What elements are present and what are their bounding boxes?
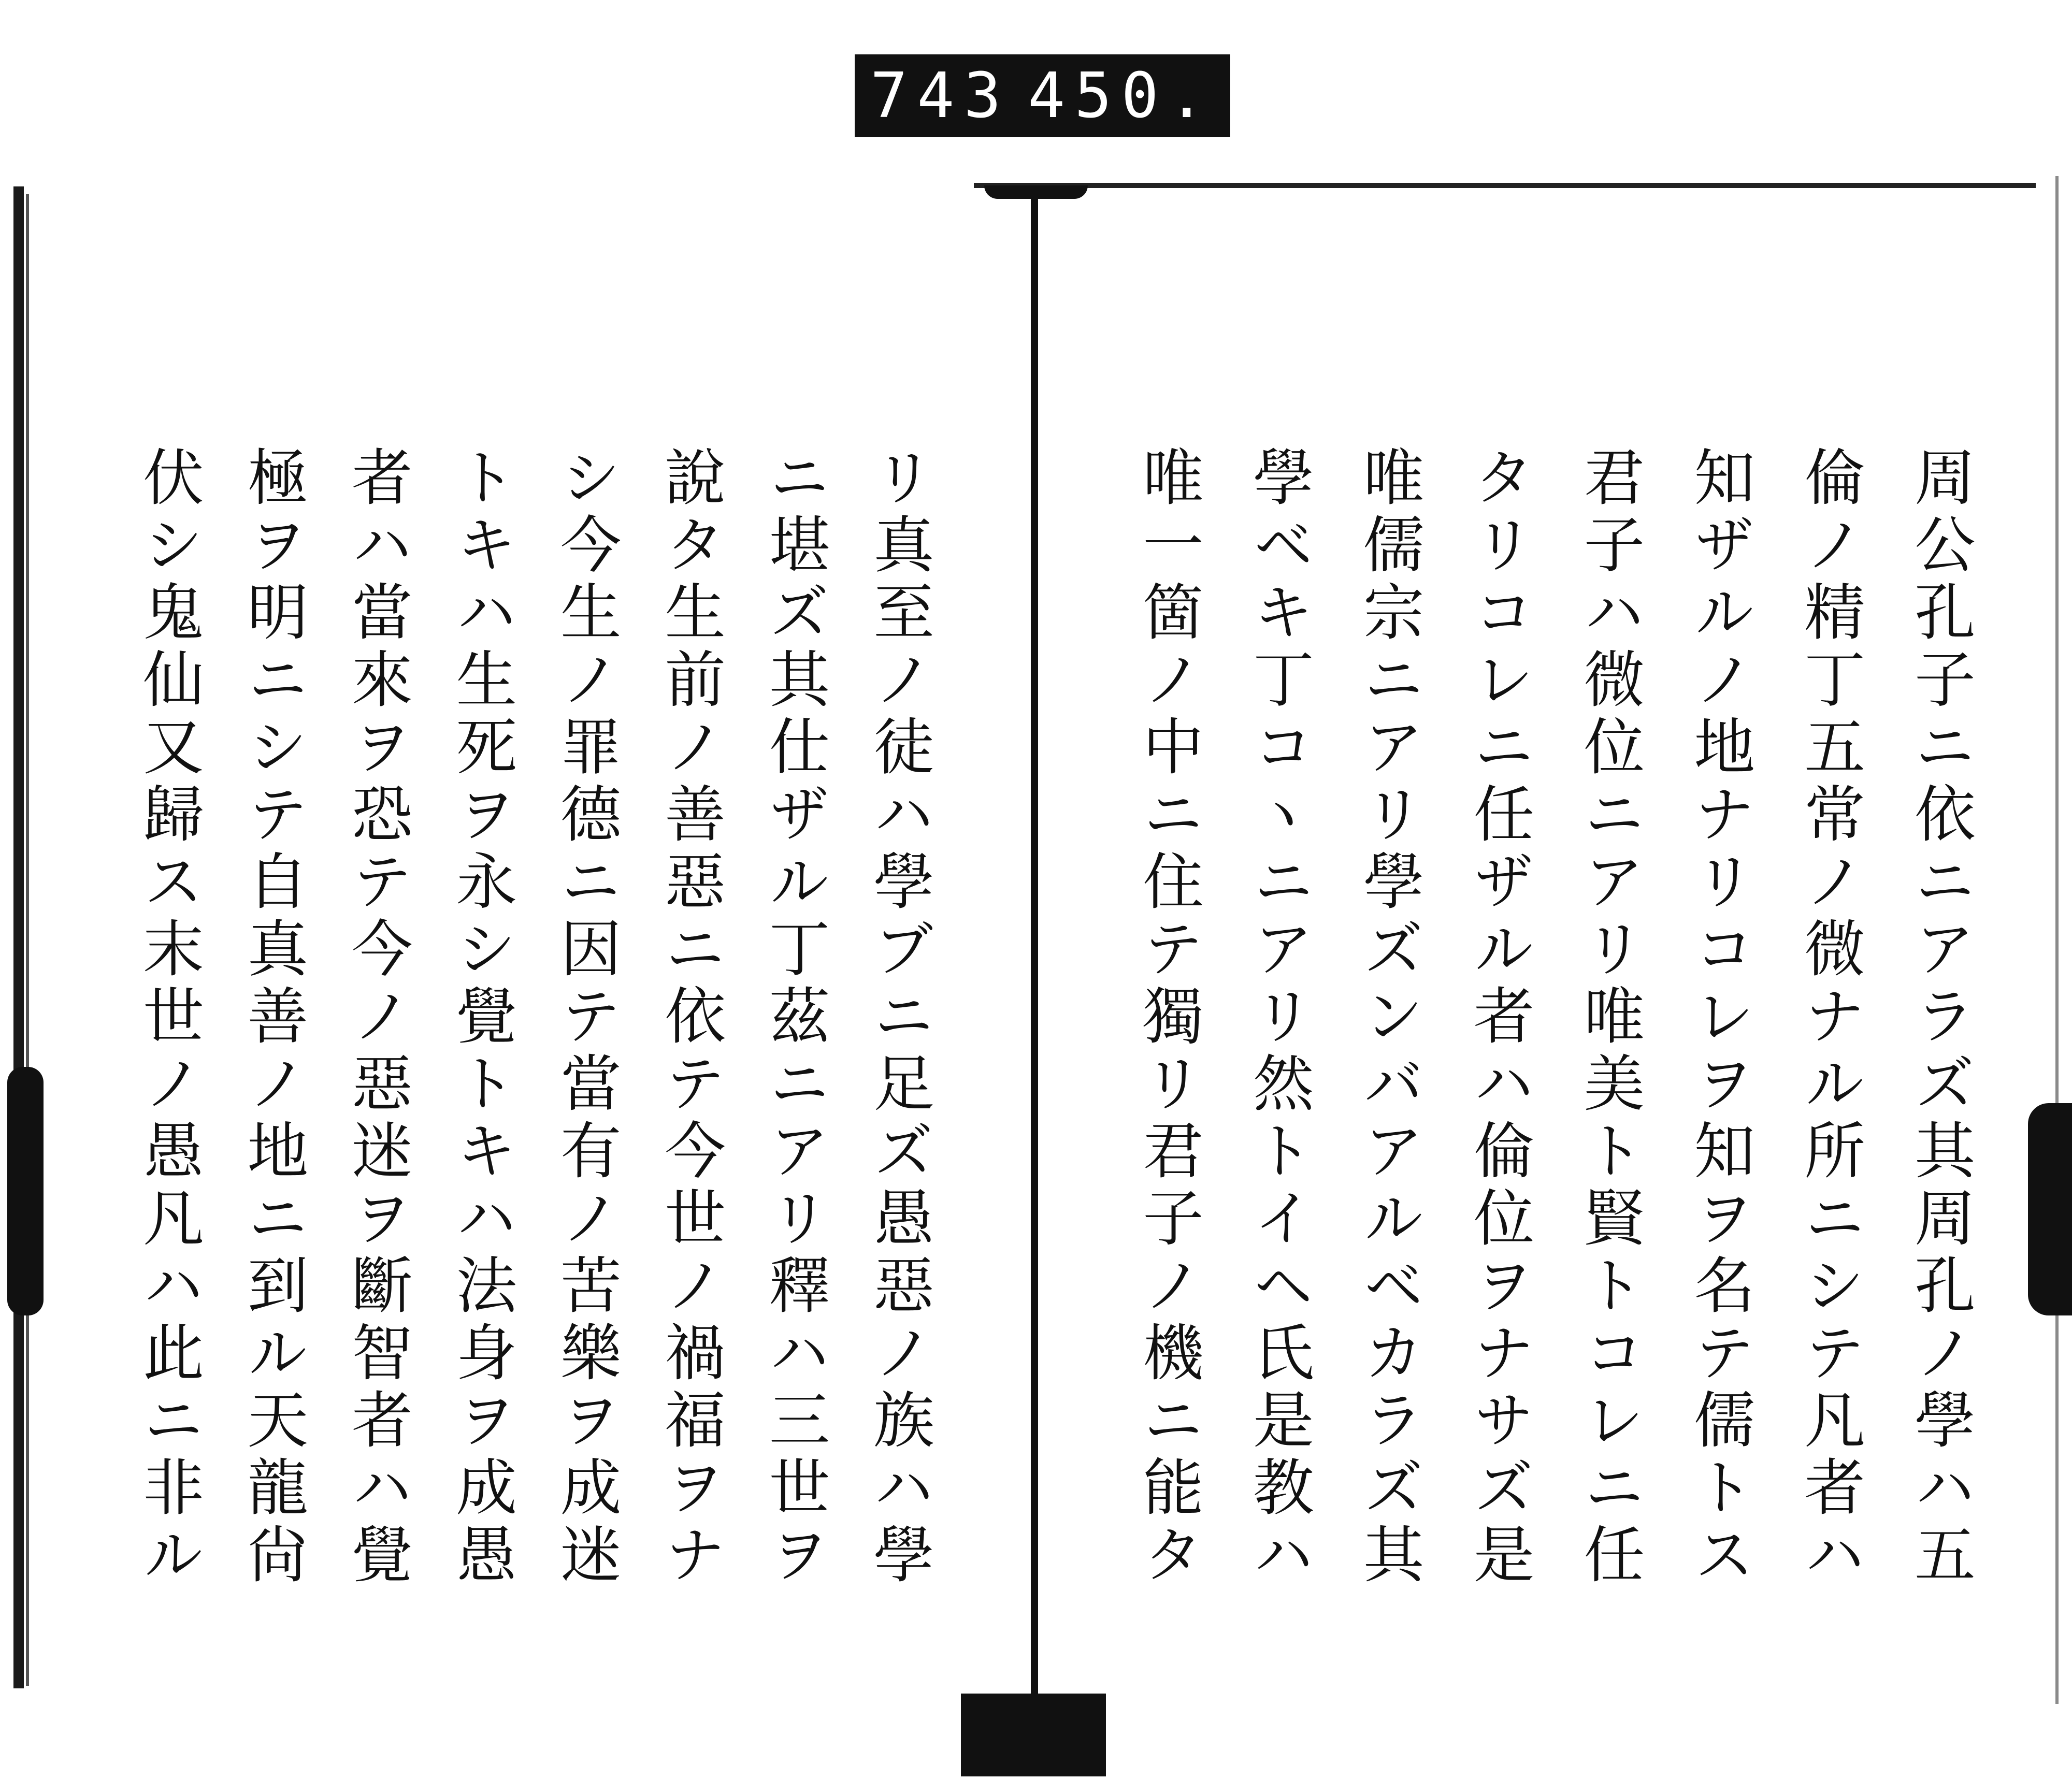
top-border-rule: [974, 183, 2036, 188]
right-page-column-2: 倫ノ精丁五常ノ微ナル所ニシテ凡者ハ: [1794, 445, 1866, 1590]
right-page-column-7: 學ベキ丁コヽニアリ然トイヘ氏是教ハ: [1242, 445, 1314, 1590]
gutter-bottom-block: [961, 1694, 1106, 1776]
book-gutter: [1031, 189, 1038, 1696]
right-page-text: [1129, 445, 1979, 1595]
right-page-column-8: 唯一箇ノ中ニ住テ獨リ君子ノ機ニ能タ: [1132, 445, 1204, 1590]
right-page-edge: [2055, 176, 2059, 1704]
right-page-column-3: 知ザルノ地ナリコレヲ知ヲ名テ儒トス: [1684, 445, 1756, 1590]
left-page-column-4: シ今生ノ罪德ニ因テ當有ノ苦樂ヲ成迷: [550, 445, 622, 1590]
right-page-column-1: 周公孔子ニ依ニアラズ其周孔ノ學ハ五: [1904, 445, 1976, 1590]
left-page-column-5: トキハ生死ヲ永シ覺トキハ法身ヲ成愚: [445, 445, 517, 1590]
right-binding-mark: [2028, 1103, 2072, 1315]
right-page-number: 450.: [1028, 60, 1215, 132]
right-page-column-5: タリコレニ任ザル者ハ倫位ヲナサズ是: [1463, 445, 1535, 1590]
left-page-number: 743: [870, 60, 1011, 132]
left-page-column-1: リ真至ノ徒ハ學ブニ足ズ愚惡ノ族ハ學: [862, 445, 934, 1590]
left-page-column-7: 極ヲ明ニシテ自真善ノ地ニ到ル天龍尙: [237, 445, 309, 1590]
left-page-column-8: 伏シ鬼仙又歸ス末世ノ愚凡ハ此ニ非ル: [133, 445, 204, 1590]
left-page-text: [130, 445, 938, 1595]
left-page-column-2: ニ堪ズ其仕ザル丁茲ニアリ釋ハ三世ヲ: [758, 445, 830, 1590]
page-number-label: [855, 54, 1230, 137]
left-page-edge-inner: [26, 194, 29, 1686]
left-page-column-6: 者ハ當來ヲ恐テ今ノ惡迷ヲ斷智者ハ覺: [341, 445, 413, 1590]
left-page-edge: [13, 186, 24, 1688]
left-page-column-3: 說タ生前ノ善惡ニ依テ今世ノ禍福ヲナ: [654, 445, 726, 1590]
left-binding-mark: [7, 1067, 44, 1315]
right-page-column-4: 君子ハ微位ニアリ唯美ト賢トコレニ任: [1573, 445, 1645, 1590]
right-page-column-6: 唯儒宗ニアリ學ズンバアルベカラズ其: [1352, 445, 1424, 1590]
